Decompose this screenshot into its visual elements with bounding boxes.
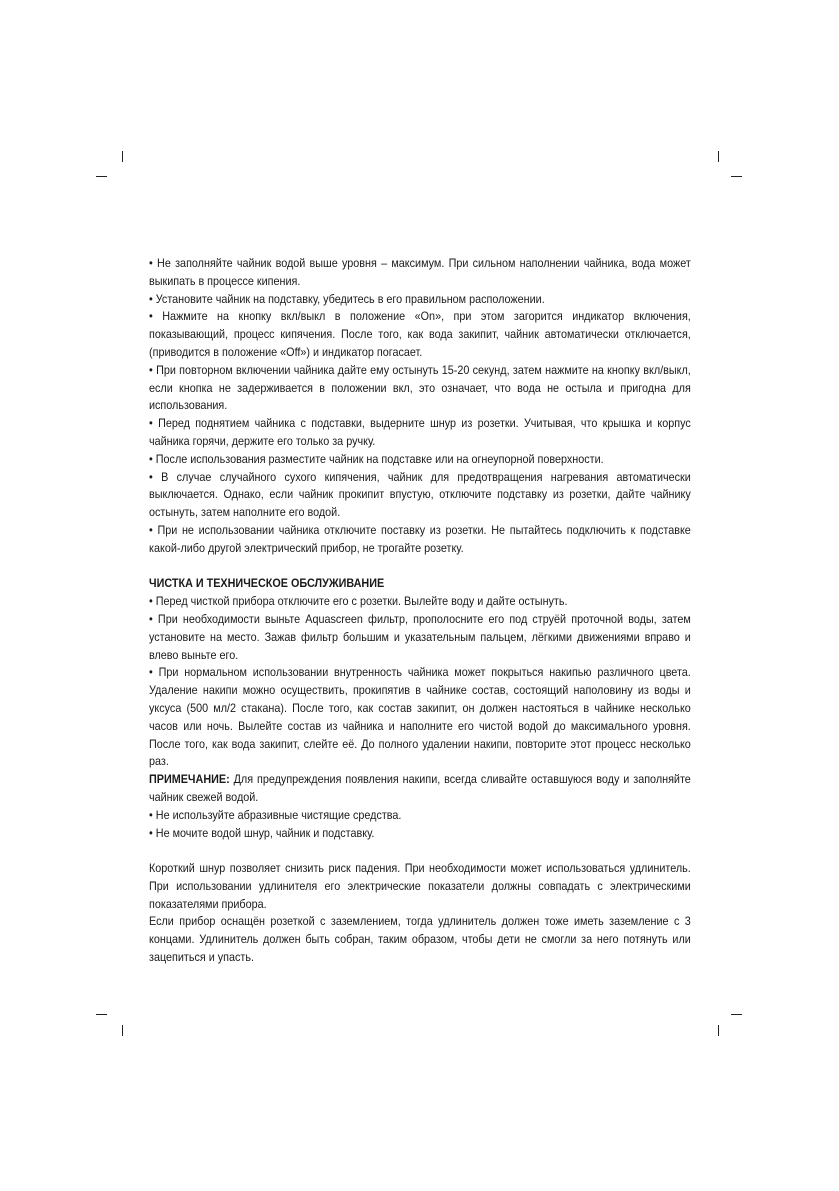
paragraph: • Не используйте абразивные чистящие средства. [149,807,402,822]
crop-mark-top-left-vertical [122,151,123,162]
paragraph: • Перед чисткой прибора отключите его с розетки. Вылейте воду и дайте остынуть. [149,594,568,609]
crop-mark-bottom-right-horizontal [731,1014,742,1015]
crop-mark-top-left-horizontal [96,176,107,177]
note-text: Для предупреждения появления накипи, всегда сливайте оставшуюся воду и заполняйте чайник свежей водой. [149,772,691,804]
paragraph: • Перед поднятием чайника с подставки, выдерните шнур из розетки. Учитывая, что крышка и корпус чайника горячи, держите его только за ручку. [149,416,691,448]
paragraph: • После использования разместите чайник на подставке или на огнеупорной поверхности. [149,451,604,466]
crop-mark-bottom-left-horizontal [96,1014,107,1015]
crop-mark-bottom-left-vertical [122,1025,123,1036]
paragraph: • При необходимости выньте Aquascreen фильтр, прополосните его под струёй проточной воды, затем установите на место. Зажав фильтр большим и указательным пальцем, лёгкими движениями вправо и влево выньте его. [149,611,691,662]
paragraph: Если прибор оснащён розеткой с заземлением, тогда удлинитель должен тоже иметь заземление с 3 концами. Удлинитель должен быть собран, таким образом, чтобы дети не смогли за него потянуть или зацепиться и упасть. [149,914,691,965]
crop-mark-bottom-right-vertical [718,1025,719,1036]
note-label: ПРИМЕЧАНИЕ: [149,772,230,787]
paragraph: • При не использовании чайника отключите поставку из розетки. Не пытайтесь подключить к подставке какой-либо другой электрический прибор, не трогайте розетку. [149,522,691,555]
note-paragraph [149,771,691,807]
paragraph: • При повторном включении чайника дайте ему остынуть 15-20 секунд, затем нажмите на кнопку вкл/выкл, если кнопка не задерживается в положении вкл, это означает, что вода не остыла и пригодна для использования. [149,362,691,413]
paragraph: • Не мочите водой шнур, чайник и подставку. [149,825,375,840]
crop-mark-top-right-horizontal [731,176,742,177]
paragraph: • Нажмите на кнопку вкл/выкл в положение «On», при этом загорится индикатор включения, показывающий, процесс кипячения. После того, как вода закипит, чайник автоматически отключается, (приводится в положение «Off») и индикатор погасает. [149,309,691,359]
paragraph: • Установите чайник на подставку, убедитесь в его правильном расположении. [149,291,545,306]
paragraph: Короткий шнур позволяет снизить риск падения. При необходимости может использоваться удлинитель. При использовании удлинителя его электрические показатели должны совпадать с электрическими показателями прибора. [149,861,691,911]
crop-mark-top-right-vertical [718,151,719,162]
section-heading: ЧИСТКА И ТЕХНИЧЕСКОЕ ОБСЛУЖИВАНИЕ [149,576,385,591]
document-body [149,255,691,967]
paragraph: • При нормальном использовании внутренность чайника может покрыться накипью различного цвета. Удаление накипи можно осуществить, прокипятив в чайнике состав, состоящий наполовину из воды и уксуса (500 мл/2 стакана). После того, как состав закипит, он должен настояться в чайнике несколько часов или ночь. Вылейте состав из чайника и наполните его чистой водой до максимального уровня. После того, как вода закипит, слейте её. До полного удалении накипи, повторите этот процесс несколько раз. [149,665,691,769]
paragraph: • Не заполняйте чайник водой выше уровня – максимум. При сильном наполнении чайника, вода может выкипать в процессе кипения. [149,256,691,288]
paragraph: • В случае случайного сухого кипячения, чайник для предотвращения нагревания автоматически выключается. Однако, если чайник прокипит впустую, отключите подставку из розетки, дайте чайнику остынуть, затем наполните его водой. [149,469,691,520]
